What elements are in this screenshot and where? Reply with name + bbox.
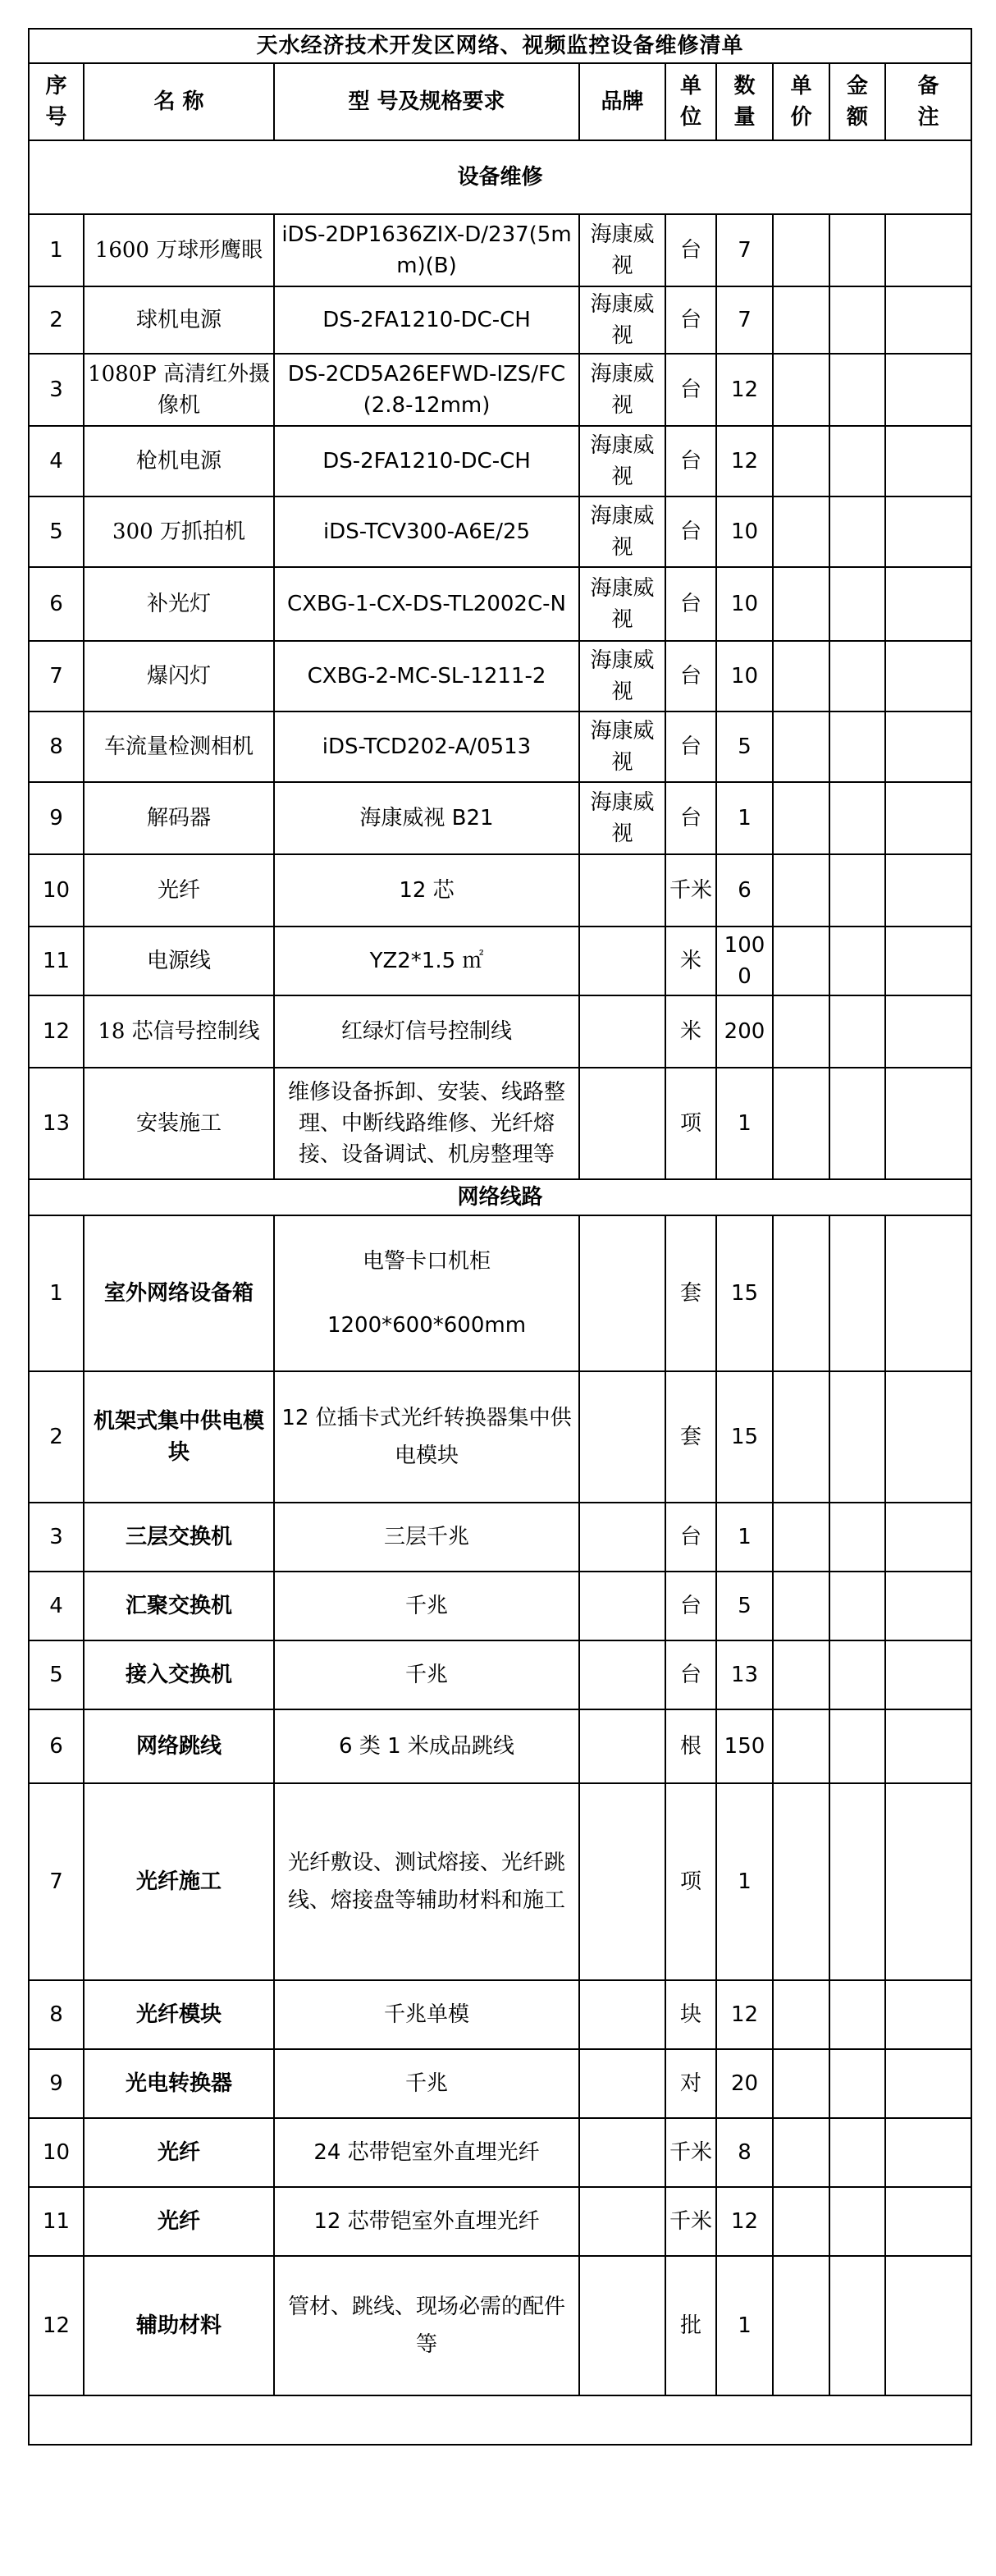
cell-spec: 海康威视 B21 xyxy=(274,782,579,854)
cell-amount xyxy=(829,711,885,782)
header-no xyxy=(29,63,84,140)
cell-unit: 台 xyxy=(665,782,716,854)
table-row xyxy=(29,1503,971,1572)
cell-amount xyxy=(829,1783,885,1980)
cell-qty: 1 xyxy=(716,1068,773,1179)
table-row xyxy=(29,426,971,496)
cell-brand xyxy=(579,1371,665,1503)
table-row xyxy=(29,2049,971,2118)
cell-no: 1 xyxy=(29,214,84,286)
cell-qty: 1 xyxy=(716,782,773,854)
cell-spec: CXBG-2-MC-SL-1211-2 xyxy=(274,641,579,711)
table-row xyxy=(29,927,971,995)
cell-unit: 台 xyxy=(665,354,716,426)
cell-no: 8 xyxy=(29,711,84,782)
cell-spec: CXBG-1-CX-DS-TL2002C-N xyxy=(274,567,579,641)
cell-brand: 海康威视 xyxy=(579,214,665,286)
cell-spec: 6 类 1 米成品跳线 xyxy=(274,1709,579,1783)
cell-spec: 管材、跳线、现场必需的配件等 xyxy=(274,2256,579,2395)
cell-price xyxy=(773,354,829,426)
cell-name: 机架式集中供电模块 xyxy=(84,1371,274,1503)
cell-qty: 7 xyxy=(716,214,773,286)
cell-name: 解码器 xyxy=(84,782,274,854)
cell-price xyxy=(773,782,829,854)
header-remark-label: 备 注 xyxy=(917,74,939,130)
empty-cell xyxy=(29,2395,971,2445)
cell-name: 车流量检测相机 xyxy=(84,711,274,782)
cell-no: 9 xyxy=(29,782,84,854)
cell-unit: 套 xyxy=(665,1371,716,1503)
cell-name: 1080P 高清红外摄像机 xyxy=(84,354,274,426)
table-row xyxy=(29,782,971,854)
cell-remark xyxy=(885,567,971,641)
header-unit xyxy=(665,63,716,140)
cell-price xyxy=(773,995,829,1068)
cell-amount xyxy=(829,496,885,567)
cell-name: 室外网络设备箱 xyxy=(84,1215,274,1371)
cell-brand xyxy=(579,1503,665,1572)
cell-unit: 根 xyxy=(665,1709,716,1783)
cell-remark xyxy=(885,1980,971,2049)
cell-qty: 6 xyxy=(716,854,773,927)
cell-remark xyxy=(885,2049,971,2118)
cell-brand xyxy=(579,854,665,927)
cell-brand xyxy=(579,927,665,995)
cell-price xyxy=(773,1572,829,1640)
cell-price xyxy=(773,854,829,927)
cell-brand xyxy=(579,2118,665,2187)
cell-brand xyxy=(579,1215,665,1371)
cell-brand xyxy=(579,1640,665,1709)
cell-no: 7 xyxy=(29,641,84,711)
cell-qty: 12 xyxy=(716,1980,773,2049)
header-brand: 品牌 xyxy=(579,63,665,140)
cell-unit: 千米 xyxy=(665,2118,716,2187)
cell-remark xyxy=(885,2187,971,2256)
section-title-network: 网络线路 xyxy=(29,1179,971,1215)
cell-unit: 项 xyxy=(665,1068,716,1179)
header-spec: 型 号及规格要求 xyxy=(274,63,579,140)
cell-amount xyxy=(829,2049,885,2118)
table-row xyxy=(29,995,971,1068)
cell-amount xyxy=(829,782,885,854)
cell-no: 11 xyxy=(29,927,84,995)
cell-remark xyxy=(885,286,971,354)
cell-amount xyxy=(829,354,885,426)
cell-remark xyxy=(885,641,971,711)
cell-no: 5 xyxy=(29,1640,84,1709)
cell-no: 2 xyxy=(29,1371,84,1503)
cell-price xyxy=(773,711,829,782)
table-row xyxy=(29,214,971,286)
cell-qty: 10 xyxy=(716,496,773,567)
cell-brand xyxy=(579,2187,665,2256)
cell-brand: 海康威视 xyxy=(579,641,665,711)
cell-price xyxy=(773,1980,829,2049)
cell-unit: 块 xyxy=(665,1980,716,2049)
cell-no: 3 xyxy=(29,354,84,426)
header-price-label: 单 价 xyxy=(790,74,812,130)
cell-spec: iDS-TCD202-A/0513 xyxy=(274,711,579,782)
cell-unit: 批 xyxy=(665,2256,716,2395)
cell-qty: 8 xyxy=(716,2118,773,2187)
cell-unit: 台 xyxy=(665,1572,716,1640)
cell-spec: DS-2CD5A26EFWD-IZS/FC(2.8-12mm) xyxy=(274,354,579,426)
cell-no: 6 xyxy=(29,1709,84,1783)
cell-unit: 项 xyxy=(665,1783,716,1980)
cell-amount xyxy=(829,2187,885,2256)
cell-price xyxy=(773,1709,829,1783)
cell-price xyxy=(773,2187,829,2256)
cell-price xyxy=(773,2256,829,2395)
cell-brand: 海康威视 xyxy=(579,711,665,782)
cell-amount xyxy=(829,214,885,286)
cell-amount xyxy=(829,1572,885,1640)
header-amount xyxy=(829,63,885,140)
cell-name: 1600 万球形鹰眼 xyxy=(84,214,274,286)
cell-unit: 台 xyxy=(665,641,716,711)
cell-qty: 1 xyxy=(716,1783,773,1980)
section-row xyxy=(29,140,971,214)
cell-name: 三层交换机 xyxy=(84,1503,274,1572)
cell-remark xyxy=(885,1371,971,1503)
cell-remark xyxy=(885,426,971,496)
cell-name: 汇聚交换机 xyxy=(84,1572,274,1640)
table-row xyxy=(29,1783,971,1980)
cell-unit: 台 xyxy=(665,711,716,782)
cell-name: 光电转换器 xyxy=(84,2049,274,2118)
table-row xyxy=(29,1371,971,1503)
cell-remark xyxy=(885,354,971,426)
cell-no: 4 xyxy=(29,1572,84,1640)
cell-spec: 12 芯 xyxy=(274,854,579,927)
cell-name: 球机电源 xyxy=(84,286,274,354)
cell-price xyxy=(773,1068,829,1179)
cell-unit: 台 xyxy=(665,496,716,567)
header-remark xyxy=(885,63,971,140)
cell-amount xyxy=(829,995,885,1068)
cell-price xyxy=(773,2118,829,2187)
cell-brand xyxy=(579,1980,665,2049)
cell-spec: 12 芯带铠室外直埋光纤 xyxy=(274,2187,579,2256)
cell-qty: 150 xyxy=(716,1709,773,1783)
cell-no: 7 xyxy=(29,1783,84,1980)
cell-unit: 米 xyxy=(665,927,716,995)
cell-price xyxy=(773,641,829,711)
table-row xyxy=(29,1572,971,1640)
cell-no: 12 xyxy=(29,2256,84,2395)
cell-amount xyxy=(829,1709,885,1783)
repair-list-table xyxy=(28,28,972,2446)
cell-name: 枪机电源 xyxy=(84,426,274,496)
header-amount-label: 金 额 xyxy=(846,74,868,130)
table-row xyxy=(29,354,971,426)
cell-brand xyxy=(579,995,665,1068)
cell-spec: 红绿灯信号控制线 xyxy=(274,995,579,1068)
cell-price xyxy=(773,1371,829,1503)
cell-remark xyxy=(885,854,971,927)
header-qty xyxy=(716,63,773,140)
cell-spec: 千兆单模 xyxy=(274,1980,579,2049)
cell-qty: 15 xyxy=(716,1371,773,1503)
cell-spec: 千兆 xyxy=(274,1572,579,1640)
cell-unit: 台 xyxy=(665,426,716,496)
cell-unit: 米 xyxy=(665,995,716,1068)
cell-unit: 千米 xyxy=(665,2187,716,2256)
cell-remark xyxy=(885,214,971,286)
table-row xyxy=(29,641,971,711)
cell-brand xyxy=(579,1572,665,1640)
cell-qty: 13 xyxy=(716,1640,773,1709)
cell-no: 11 xyxy=(29,2187,84,2256)
cell-spec: 光纤敷设、测试熔接、光纤跳线、熔接盘等辅助材料和施工 xyxy=(274,1783,579,1980)
cell-brand xyxy=(579,1709,665,1783)
cell-qty: 1 xyxy=(716,1503,773,1572)
cell-brand xyxy=(579,2256,665,2395)
cell-price xyxy=(773,927,829,995)
cell-qty: 10 xyxy=(716,567,773,641)
table-row xyxy=(29,854,971,927)
cell-remark xyxy=(885,1640,971,1709)
cell-remark xyxy=(885,1068,971,1179)
cell-no: 8 xyxy=(29,1980,84,2049)
cell-remark xyxy=(885,1572,971,1640)
cell-brand: 海康威视 xyxy=(579,426,665,496)
cell-unit: 台 xyxy=(665,567,716,641)
cell-spec: iDS-2DP1636ZIX-D/237(5mm)(B) xyxy=(274,214,579,286)
cell-unit: 对 xyxy=(665,2049,716,2118)
cell-remark xyxy=(885,1709,971,1783)
cell-unit: 台 xyxy=(665,1640,716,1709)
cell-qty: 1000 xyxy=(716,927,773,995)
cell-amount xyxy=(829,567,885,641)
cell-spec: 维修设备拆卸、安装、线路整理、中断线路维修、光纤熔接、设备调试、机房整理等 xyxy=(274,1068,579,1179)
cell-unit: 千米 xyxy=(665,854,716,927)
cell-name: 网络跳线 xyxy=(84,1709,274,1783)
cell-remark xyxy=(885,995,971,1068)
cell-name: 辅助材料 xyxy=(84,2256,274,2395)
section-title-equipment: 设备维修 xyxy=(29,140,971,214)
cell-amount xyxy=(829,286,885,354)
header-no-label: 序 号 xyxy=(45,74,67,130)
cell-no: 9 xyxy=(29,2049,84,2118)
cell-brand xyxy=(579,2049,665,2118)
cell-spec: 12 位插卡式光纤转换器集中供电模块 xyxy=(274,1371,579,1503)
cell-qty: 12 xyxy=(716,2187,773,2256)
cell-spec: 24 芯带铠室外直埋光纤 xyxy=(274,2118,579,2187)
cell-spec: YZ2*1.5 ㎡ xyxy=(274,927,579,995)
cell-amount xyxy=(829,1503,885,1572)
cell-price xyxy=(773,1503,829,1572)
cell-remark xyxy=(885,782,971,854)
cell-qty: 12 xyxy=(716,426,773,496)
cell-spec: 千兆 xyxy=(274,2049,579,2118)
cell-amount xyxy=(829,1215,885,1371)
cell-no: 1 xyxy=(29,1215,84,1371)
cell-price xyxy=(773,1215,829,1371)
cell-spec: DS-2FA1210-DC-CH xyxy=(274,426,579,496)
table-row xyxy=(29,496,971,567)
cell-name: 爆闪灯 xyxy=(84,641,274,711)
table-row xyxy=(29,1640,971,1709)
table-row xyxy=(29,567,971,641)
table-row xyxy=(29,1215,971,1371)
table-row xyxy=(29,711,971,782)
table-row xyxy=(29,2187,971,2256)
empty-row xyxy=(29,2395,971,2445)
cell-price xyxy=(773,426,829,496)
cell-no: 10 xyxy=(29,854,84,927)
cell-name: 光纤模块 xyxy=(84,1980,274,2049)
table-row xyxy=(29,1709,971,1783)
cell-no: 4 xyxy=(29,426,84,496)
cell-remark xyxy=(885,1503,971,1572)
cell-name: 光纤 xyxy=(84,854,274,927)
header-name: 名 称 xyxy=(84,63,274,140)
header-qty-label: 数 量 xyxy=(733,74,756,130)
cell-qty: 10 xyxy=(716,641,773,711)
cell-no: 5 xyxy=(29,496,84,567)
cell-name: 补光灯 xyxy=(84,567,274,641)
cell-remark xyxy=(885,927,971,995)
cell-spec: iDS-TCV300-A6E/25 xyxy=(274,496,579,567)
cell-spec: DS-2FA1210-DC-CH xyxy=(274,286,579,354)
cell-remark xyxy=(885,711,971,782)
cell-amount xyxy=(829,1371,885,1503)
cell-price xyxy=(773,1640,829,1709)
cell-remark xyxy=(885,1215,971,1371)
cell-qty: 5 xyxy=(716,711,773,782)
section-row xyxy=(29,1179,971,1215)
header-unit-label: 单 位 xyxy=(679,74,701,130)
cell-name: 18 芯信号控制线 xyxy=(84,995,274,1068)
cell-no: 10 xyxy=(29,2118,84,2187)
cell-brand: 海康威视 xyxy=(579,567,665,641)
cell-remark xyxy=(885,2256,971,2395)
header-row xyxy=(29,63,971,140)
cell-price xyxy=(773,214,829,286)
cell-name: 光纤 xyxy=(84,2187,274,2256)
cell-amount xyxy=(829,641,885,711)
cell-no: 2 xyxy=(29,286,84,354)
cell-name: 光纤施工 xyxy=(84,1783,274,1980)
cell-brand xyxy=(579,1783,665,1980)
cell-name: 光纤 xyxy=(84,2118,274,2187)
cell-brand: 海康威视 xyxy=(579,782,665,854)
cell-amount xyxy=(829,1640,885,1709)
cell-unit: 台 xyxy=(665,1503,716,1572)
cell-no: 3 xyxy=(29,1503,84,1572)
table-row xyxy=(29,286,971,354)
cell-price xyxy=(773,567,829,641)
cell-remark xyxy=(885,496,971,567)
table-row xyxy=(29,2256,971,2395)
cell-unit: 台 xyxy=(665,214,716,286)
cell-unit: 套 xyxy=(665,1215,716,1371)
cell-no: 6 xyxy=(29,567,84,641)
cell-qty: 5 xyxy=(716,1572,773,1640)
cell-amount xyxy=(829,2256,885,2395)
cell-no: 12 xyxy=(29,995,84,1068)
header-price xyxy=(773,63,829,140)
cell-name: 电源线 xyxy=(84,927,274,995)
cell-qty: 1 xyxy=(716,2256,773,2395)
cell-name: 安装施工 xyxy=(84,1068,274,1179)
cell-amount xyxy=(829,1068,885,1179)
cell-remark xyxy=(885,1783,971,1980)
cell-brand: 海康威视 xyxy=(579,496,665,567)
cell-remark xyxy=(885,2118,971,2187)
cell-spec: 三层千兆 xyxy=(274,1503,579,1572)
table-row xyxy=(29,1980,971,2049)
cell-qty: 12 xyxy=(716,354,773,426)
cell-qty: 15 xyxy=(716,1215,773,1371)
cell-qty: 7 xyxy=(716,286,773,354)
cell-name: 300 万抓拍机 xyxy=(84,496,274,567)
cell-brand: 海康威视 xyxy=(579,354,665,426)
cell-price xyxy=(773,286,829,354)
cell-brand: 海康威视 xyxy=(579,286,665,354)
table-row xyxy=(29,2118,971,2187)
cell-amount xyxy=(829,927,885,995)
cell-price xyxy=(773,1783,829,1980)
table-row xyxy=(29,1068,971,1179)
title-row xyxy=(29,29,971,63)
cell-price xyxy=(773,2049,829,2118)
cell-price xyxy=(773,496,829,567)
cell-amount xyxy=(829,854,885,927)
table-title: 天水经济技术开发区网络、视频监控设备维修清单 xyxy=(29,29,971,63)
cell-qty: 20 xyxy=(716,2049,773,2118)
cell-unit: 台 xyxy=(665,286,716,354)
cell-spec: 千兆 xyxy=(274,1640,579,1709)
cell-amount xyxy=(829,2118,885,2187)
cell-brand xyxy=(579,1068,665,1179)
cell-qty: 200 xyxy=(716,995,773,1068)
cell-spec: 电警卡口机柜 1200*600*600mm xyxy=(274,1215,579,1371)
cell-amount xyxy=(829,426,885,496)
cell-amount xyxy=(829,1980,885,2049)
cell-no: 13 xyxy=(29,1068,84,1179)
cell-name: 接入交换机 xyxy=(84,1640,274,1709)
